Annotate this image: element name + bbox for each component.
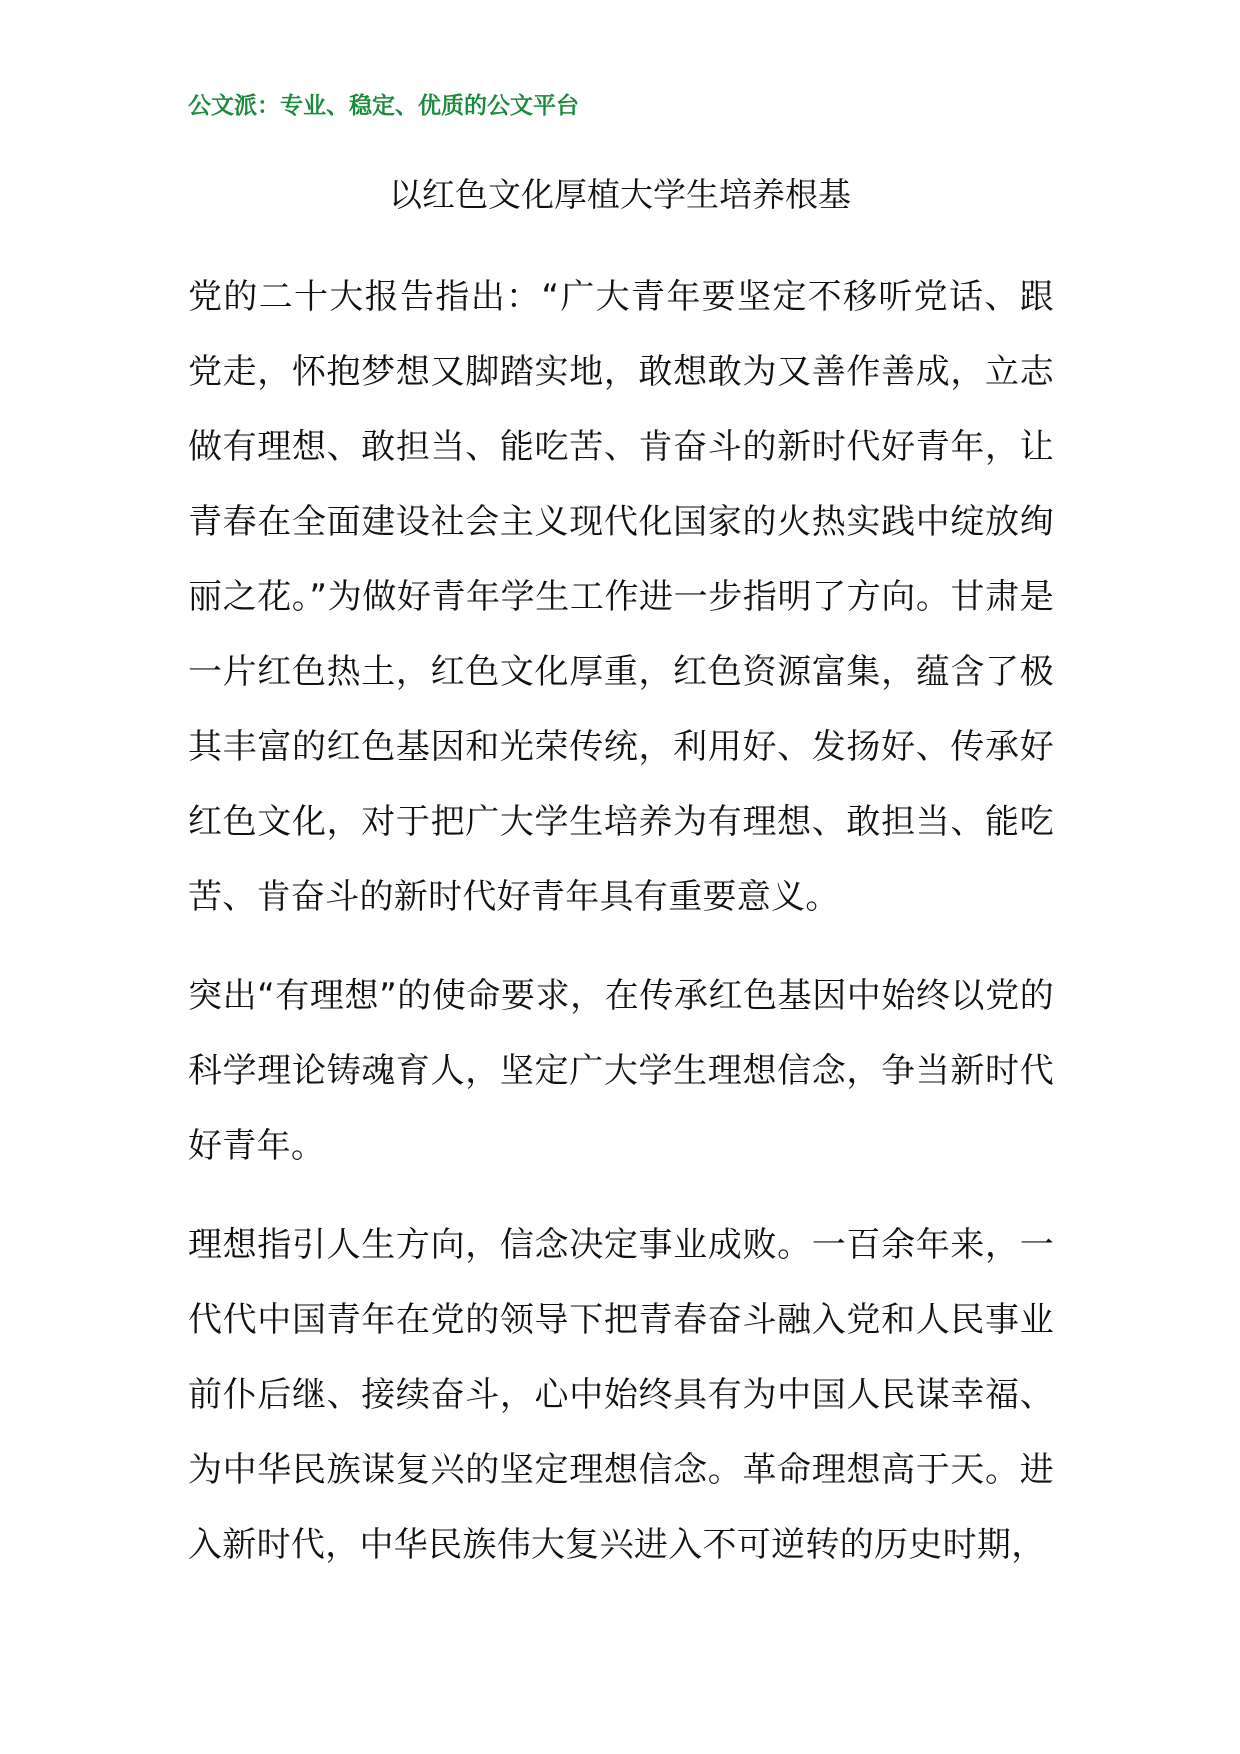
document-title: 以红色文化厚植大学生培养根基 bbox=[389, 175, 851, 214]
document-body bbox=[188, 260, 1054, 1607]
site-header: 公文派：专业、稳定、优质的公文平台 bbox=[188, 93, 579, 119]
paragraph-1: 党的二十大报告指出：“广大青年要坚定不移听党话、跟党走，怀抱梦想又脚踏实地，敢想敢为又善作善成，立志做有理想、敢担当、能吃苦、肯奋斗的新时代好青年，让青春在全面建设社会主义现代化国家的火热实践中绽放绚丽之花。”为做好青年学生工作进一步指明了方向。甘肃是一片红色热土，红色文化厚重，红色资源富集，蕴含了极其丰富的红色基因和光荣传统，利用好、发扬好、传承好红色文化，对于把广大学生培养为有理想、敢担当、能吃苦、肯奋斗的新时代好青年具有重要意义。 bbox=[188, 277, 1054, 917]
paragraph-2: 突出“有理想”的使命要求，在传承红色基因中始终以党的科学理论铸魂育人，坚定广大学生理想信念，争当新时代好青年。 bbox=[188, 976, 1054, 1166]
paragraph-3: 理想指引人生方向，信念决定事业成败。一百余年来，一代代中国青年在党的领导下把青春奋斗融入党和人民事业前仆后继、接续奋斗，心中始终具有为中国人民谋幸福、为中华民族谋复兴的坚定理想信念。革命理想高于天。进入新时代，中华民族伟大复兴进入不可逆转的历史时期， bbox=[188, 1225, 1054, 1565]
